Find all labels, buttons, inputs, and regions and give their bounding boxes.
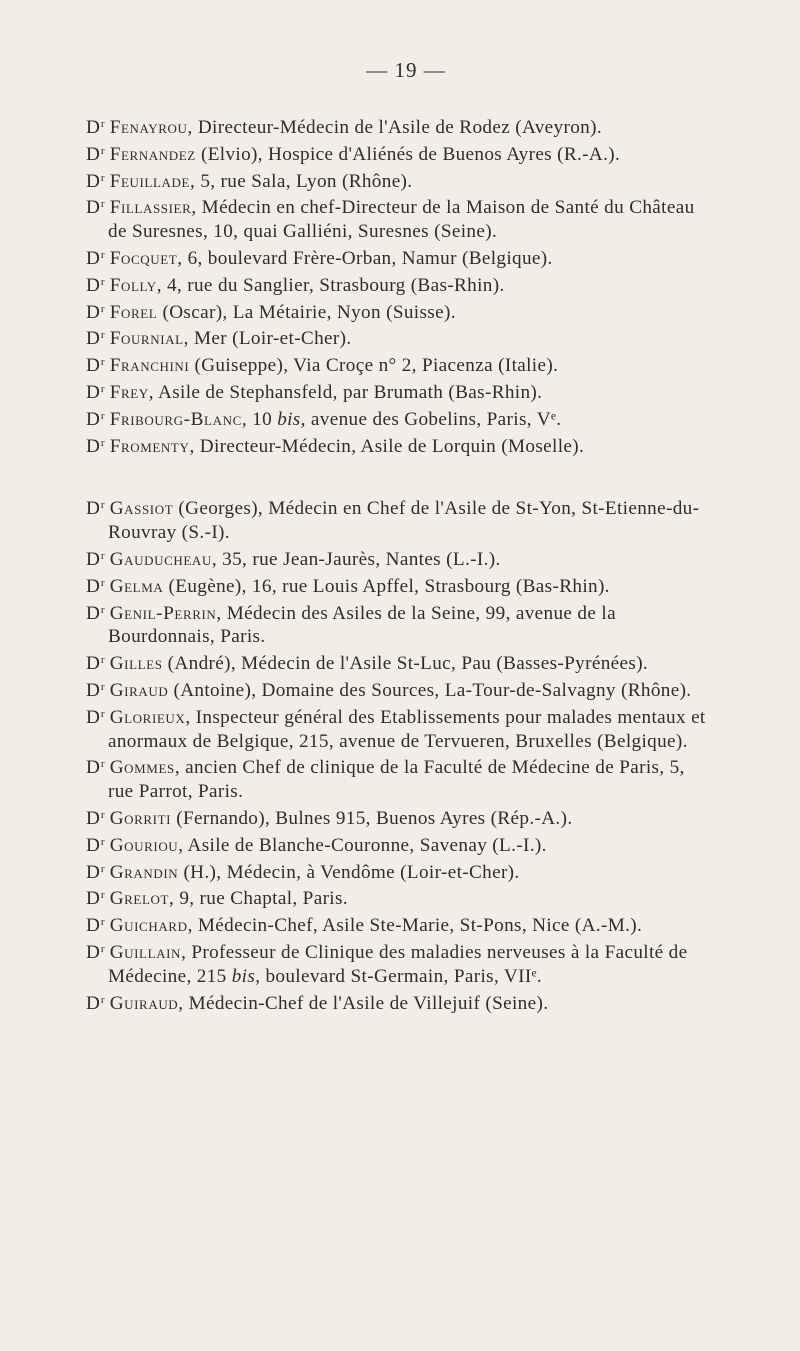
doctor-title-prefix: D	[86, 117, 100, 138]
member-detail: , 5, rue Sala, Lyon (Rhône).	[190, 170, 413, 192]
member-detail: (Guiseppe), Via Croçe n° 2, Piacenza (Italie).	[189, 355, 559, 377]
directory-entry	[86, 113, 706, 140]
member-detail: , 9, rue Chaptal, Paris.	[169, 888, 348, 910]
member-name: Franchini	[109, 355, 190, 377]
directory-entry	[86, 649, 706, 676]
doctor-title	[86, 328, 105, 349]
doctor-title	[86, 197, 105, 218]
member-detail: , Médecin des Asiles de la Seine, 99, avenue de la Bourdonnais, Paris.	[108, 602, 616, 648]
doctor-title	[86, 382, 105, 403]
member-detail: , Asile de Blanche-Couronne, Savenay (L.-I.).	[178, 834, 547, 856]
page-number: — 19 —	[366, 58, 446, 82]
member-detail: , Médecin-Chef, Asile Ste-Marie, St-Pons, Nice (A.-M.).	[187, 915, 643, 937]
doctor-title-prefix: D	[86, 861, 100, 883]
doctor-title-prefix: D	[86, 915, 100, 937]
member-name: Frey	[109, 381, 149, 403]
doctor-title-prefix: D	[86, 498, 100, 520]
member-detail: , 35, rue Jean-Jaurès, Nantes (L.-I.).	[211, 548, 501, 570]
directory-entry	[86, 405, 706, 432]
directory-entry	[86, 167, 706, 194]
directory-entry	[86, 599, 706, 650]
member-name: Fromenty	[109, 435, 190, 457]
member-name: Glorieux	[109, 706, 186, 728]
directory-entry	[86, 244, 706, 271]
doctor-title-suffix: r	[100, 171, 105, 184]
doctor-title-prefix: D	[86, 328, 100, 350]
doctor-title-suffix: r	[100, 248, 105, 261]
directory-entry	[86, 324, 706, 351]
doctor-title-suffix: r	[100, 409, 105, 422]
member-name: Genil-Perrin	[109, 602, 217, 624]
doctor-title	[86, 993, 105, 1014]
doctor-title-suffix: r	[100, 329, 105, 342]
doctor-title	[86, 603, 105, 624]
directory-entry	[86, 884, 706, 911]
member-name: Fenayrou	[109, 117, 188, 138]
doctor-title	[86, 915, 105, 936]
doctor-title-prefix: D	[86, 247, 100, 269]
doctor-title-suffix: r	[100, 576, 105, 589]
member-name: Gorriti	[109, 807, 172, 829]
doctor-title-prefix: D	[86, 834, 100, 856]
doctor-title	[86, 117, 105, 138]
doctor-title	[86, 144, 105, 165]
doctor-title-suffix: r	[100, 916, 105, 929]
doctor-title	[86, 171, 105, 192]
member-name: Fournial	[109, 328, 184, 350]
member-detail: , Professeur de Clinique des maladies nerveuses à la Faculté de Médecine, 215 bis, boulevard St-Germain, Paris, VIIᵉ.	[108, 941, 688, 987]
doctor-title-suffix: r	[100, 808, 105, 821]
doctor-title-suffix: r	[100, 549, 105, 562]
member-detail: (Elvio), Hospice d'Aliénés de Buenos Ayres (R.-A.).	[195, 143, 621, 165]
doctor-title-suffix: r	[100, 654, 105, 667]
directory-entry	[86, 911, 706, 938]
doctor-title	[86, 707, 105, 728]
member-name: Gassiot	[109, 498, 174, 520]
doctor-title-prefix: D	[86, 143, 100, 165]
directory-entry	[86, 271, 706, 298]
doctor-title-suffix: r	[100, 707, 105, 720]
doctor-title	[86, 680, 105, 701]
doctor-title-suffix: r	[100, 499, 105, 512]
member-detail: , 10 bis, avenue des Gobelins, Paris, Vᵉ.	[241, 408, 562, 430]
member-name: Gelma	[109, 575, 164, 597]
member-name: Gouriou	[109, 834, 179, 856]
directory-entry	[86, 703, 706, 754]
doctor-title-suffix: r	[100, 302, 105, 315]
directory-entry	[86, 572, 706, 599]
doctor-title-prefix: D	[86, 757, 100, 779]
directory-entry	[86, 494, 706, 545]
doctor-title-suffix: r	[100, 993, 105, 1006]
doctor-title-suffix: r	[100, 144, 105, 157]
doctor-title	[86, 409, 105, 430]
doctor-title	[86, 576, 105, 597]
directory-entry	[86, 432, 706, 459]
doctor-title-suffix: r	[100, 382, 105, 395]
doctor-title	[86, 808, 105, 829]
member-name: Guiraud	[109, 992, 179, 1014]
doctor-title-suffix: r	[100, 862, 105, 875]
member-detail: (Oscar), La Métairie, Nyon (Suisse).	[157, 301, 456, 323]
member-name: Focquet	[109, 247, 178, 269]
doctor-title-suffix: r	[100, 758, 105, 771]
doctor-title	[86, 862, 105, 883]
member-name: Giraud	[109, 679, 169, 701]
bis-italic: bis	[277, 408, 301, 430]
member-name: Folly	[109, 274, 157, 296]
member-name: Gauducheau	[109, 548, 212, 570]
directory-entry	[86, 753, 706, 804]
doctor-title-suffix: r	[100, 680, 105, 693]
member-name: Gilles	[109, 653, 163, 675]
doctor-title-prefix: D	[86, 274, 100, 296]
doctor-title-suffix: r	[100, 889, 105, 902]
doctor-title	[86, 498, 105, 519]
member-name: Fribourg-Blanc	[109, 408, 242, 430]
doctor-title-prefix: D	[86, 355, 100, 377]
member-name: Grelot	[109, 888, 170, 910]
doctor-title-prefix: D	[86, 653, 100, 675]
member-detail: , Asile de Stephansfeld, par Brumath (Bas-Rhin).	[148, 381, 543, 403]
doctor-title-prefix: D	[86, 170, 100, 192]
doctor-title-prefix: D	[86, 602, 100, 624]
doctor-title-prefix: D	[86, 435, 100, 457]
member-detail: , Directeur-Médecin, Asile de Lorquin (Moselle).	[189, 435, 585, 457]
entries-group-g	[86, 494, 706, 1015]
directory-entry	[86, 676, 706, 703]
doctor-title-prefix: D	[86, 408, 100, 430]
doctor-title	[86, 888, 105, 909]
doctor-title-suffix: r	[100, 356, 105, 369]
member-name: Gommes	[109, 757, 175, 779]
doctor-title-prefix: D	[86, 197, 100, 219]
member-detail: , 6, boulevard Frère-Orban, Namur (Belgique).	[177, 247, 553, 269]
member-detail: (Fernando), Bulnes 915, Buenos Ayres (Rép.-A.).	[171, 807, 573, 829]
doctor-title-prefix: D	[86, 548, 100, 570]
doctor-title	[86, 355, 105, 376]
doctor-title-suffix: r	[100, 436, 105, 449]
directory-entry	[86, 140, 706, 167]
member-detail: , Mer (Loir-et-Cher).	[183, 328, 352, 350]
doctor-title-prefix: D	[86, 941, 100, 963]
directory-entry	[86, 858, 706, 885]
doctor-title	[86, 275, 105, 296]
member-name: Grandin	[109, 861, 179, 883]
doctor-title	[86, 653, 105, 674]
doctor-title-prefix: D	[86, 706, 100, 728]
bis-italic: bis	[231, 965, 256, 987]
doctor-title-suffix: r	[100, 275, 105, 288]
directory-entry	[86, 298, 706, 325]
member-detail: , Directeur-Médecin de l'Asile de Rodez (Aveyron).	[187, 117, 602, 138]
directory-entry	[86, 193, 706, 244]
doctor-title	[86, 549, 105, 570]
directory-entry	[86, 351, 706, 378]
doctor-title	[86, 835, 105, 856]
doctor-title-prefix: D	[86, 301, 100, 323]
doctor-title-suffix: r	[100, 198, 105, 211]
member-detail: , Médecin en chef-Directeur de la Maison de Santé du Château de Suresnes, 10, quai Galliéni, Suresnes (Seine).	[108, 197, 695, 243]
directory-entry	[86, 804, 706, 831]
member-name: Guichard	[109, 915, 188, 937]
doctor-title-suffix: r	[100, 603, 105, 616]
doctor-title	[86, 436, 105, 457]
member-detail: (Eugène), 16, rue Louis Apffel, Strasbourg (Bas-Rhin).	[163, 575, 610, 597]
member-name: Guillain	[109, 941, 182, 963]
member-detail: (Georges), Médecin en Chef de l'Asile de St-Yon, St-Etienne-du-Rouvray (S.-I).	[108, 498, 700, 544]
member-name: Forel	[109, 301, 158, 323]
doctor-title-prefix: D	[86, 575, 100, 597]
member-detail: (André), Médecin de l'Asile St-Luc, Pau (Basses-Pyrénées).	[162, 653, 649, 675]
doctor-title-prefix: D	[86, 381, 100, 403]
doctor-title-suffix: r	[100, 118, 105, 130]
member-name: Fillassier	[109, 197, 192, 219]
member-detail: (H.), Médecin, à Vendôme (Loir-et-Cher).	[178, 861, 520, 883]
entries-group-f	[86, 113, 706, 458]
member-detail: , Inspecteur général des Etablissements pour malades mentaux et anormaux de Belgique, 215, avenue de Tervueren, Bruxelles (Belgique).	[108, 706, 706, 752]
directory-entry	[86, 989, 706, 1016]
doctor-title-prefix: D	[86, 807, 100, 829]
doctor-title-prefix: D	[86, 888, 100, 910]
directory-entry	[86, 831, 706, 858]
doctor-title-prefix: D	[86, 679, 100, 701]
doctor-title-suffix: r	[100, 942, 105, 955]
directory-entry	[86, 938, 706, 989]
directory-entry	[86, 378, 706, 405]
member-name: Fernandez	[109, 143, 196, 165]
member-name: Feuillade	[109, 170, 191, 192]
doctor-title	[86, 248, 105, 269]
member-detail: , Médecin-Chef de l'Asile de Villejuif (Seine).	[178, 992, 549, 1014]
member-detail: , 4, rue du Sanglier, Strasbourg (Bas-Rhin).	[156, 274, 505, 296]
doctor-title	[86, 302, 105, 323]
doctor-title	[86, 757, 105, 778]
doctor-title-suffix: r	[100, 835, 105, 848]
doctor-title	[86, 942, 105, 963]
directory-entry	[86, 545, 706, 572]
member-detail: (Antoine), Domaine des Sources, La-Tour-de-Salvagny (Rhône).	[168, 679, 692, 701]
doctor-title-prefix: D	[86, 992, 100, 1014]
member-detail: , ancien Chef de clinique de la Faculté de Médecine de Paris, 5, rue Parrot, Paris.	[108, 757, 685, 803]
